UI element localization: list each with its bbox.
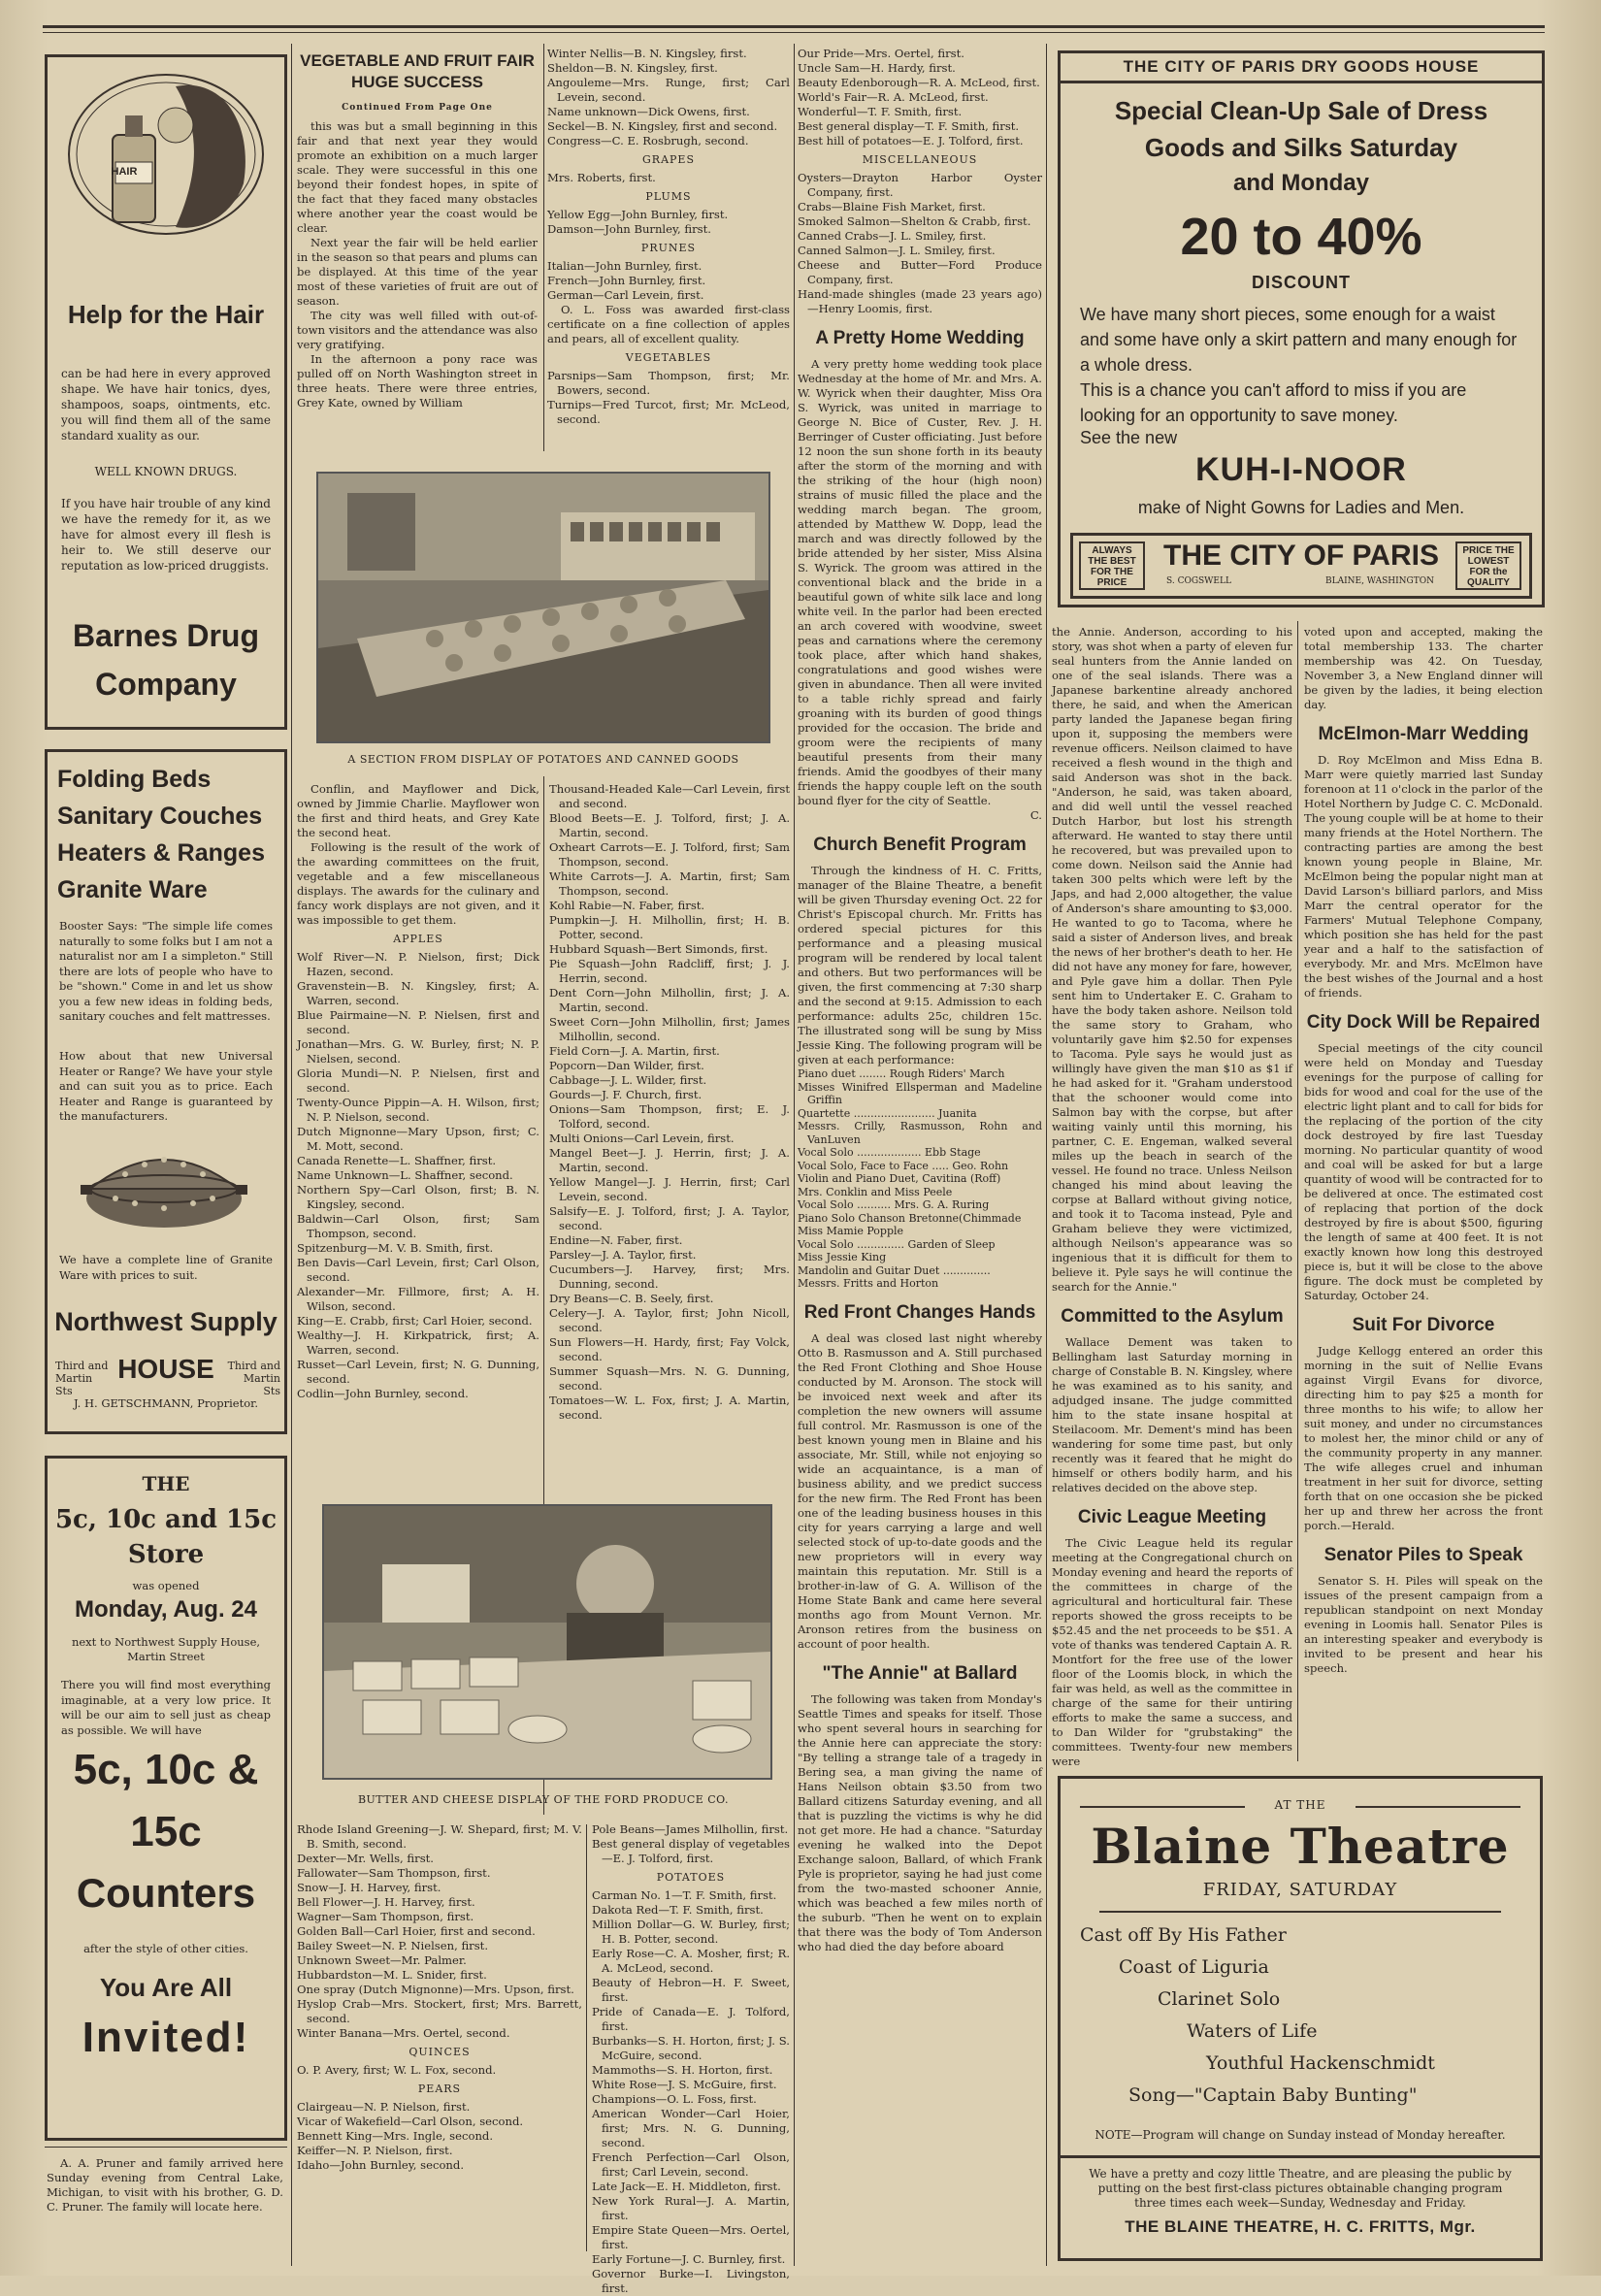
theatre-footer: THE BLAINE THEATRE, H. C. FRITTS, Mgr. [1125, 2217, 1476, 2236]
hair-ad-body: can be had here in every approved shape. We have hair tonics, dyes, shampoos, soaps, ointments, etc. you will find them all of the same standard xuality as our. [61, 367, 271, 443]
award-line: Mrs. Roberts, first. [547, 171, 656, 184]
paris-brand: KUH-I-NOOR [1195, 451, 1407, 488]
store-big-1: 5c, 10c & [73, 1746, 259, 1793]
column-rule [794, 44, 795, 2266]
col5 [1052, 625, 1292, 1768]
civic-title: Civic League Meeting [1077, 1507, 1267, 1527]
award-line: Winter Banana—Mrs. Oertel, second. [297, 2026, 510, 2040]
paris-pct: 20 to 40% [1180, 208, 1422, 266]
award-line: Italian—John Burnley, first. [547, 259, 702, 273]
award-line: Oysters—Drayton Harbor Oyster Company, first. [798, 171, 1042, 199]
supply-line-4: Granite Ware [57, 876, 208, 903]
program-line: Vocal Solo ................... Ebb Stage [798, 1146, 981, 1159]
fair-p1: this was but a small beginning in this fair and that next year they would promote an exhibition on a much larger scale. They were successful in this one beyond their fondest hopes, in spite of the fact that they faced many obstacles where another year the coast would be clear. [297, 119, 538, 235]
award-line: French—John Burnley, first. [547, 274, 706, 287]
paris-body2: This is a chance you can't afford to miss if you are looking for an opportunity to save money. [1080, 380, 1467, 425]
fair-p5: Conflin, and Mayflower and Dick, owned by Jimmie Charlie. Mayflower won the first and third heats, and Grey Kate the second heat. [297, 782, 539, 839]
paris-make: make of Night Gowns for Ladies and Men. [1137, 498, 1465, 517]
award-line: O. P. Avery, first; W. L. Fox, second. [297, 2063, 497, 2077]
award-line: Bailey Sweet—N. P. Nielsen, first. [297, 1939, 489, 1952]
program-line: Messrs. Fritts and Horton [798, 1277, 939, 1290]
hair-ad-title: Help for the Hair [67, 300, 265, 329]
supply-line-2: Sanitary Couches [57, 803, 263, 830]
award-line: Spitzenburg—M. V. B. Smith, first. [297, 1241, 494, 1255]
award-line: Wagner—Sam Thompson, first. [297, 1910, 474, 1923]
top-rule-thin [43, 32, 1545, 33]
butter-caption: BUTTER AND CHEESE DISPLAY OF THE FORD PRODUCE CO. [357, 1793, 730, 1806]
supply-body2: How about that new Universal Heater or Range? We have your style and can suit you as to price. Each Heater and Range is guaranteed by the manufacturers. [59, 1049, 273, 1123]
theatre-name: Blaine Theatre [1091, 1818, 1510, 1875]
store-date: Monday, Aug. 24 [74, 1596, 257, 1623]
program-list [798, 1067, 1042, 1291]
award-line: Dakota Red—T. F. Smith, first. [592, 1903, 764, 1917]
fair-continued: Continued From Page One [342, 103, 493, 113]
award-line: Canned Crabs—J. L. Smiley, first. [798, 229, 987, 243]
award-line: King—E. Crabb, first; Carl Hoier, second. [297, 1314, 533, 1328]
theatre-at-the: AT THE [1274, 1798, 1326, 1812]
award-line: Gloria Mundi—N. P. Nielsen, first and second. [297, 1066, 539, 1095]
theatre-program-item: Waters of Life [1187, 2020, 1318, 2042]
award-line: White Carrots—J. A. Martin, first; Sam Thompson, second. [549, 869, 790, 898]
award-line: Hubbardston—M. L. Snider, first. [297, 1968, 487, 1982]
award-line: Winter Nellis—B. N. Kingsley, first. [547, 47, 747, 60]
col6 [1304, 625, 1543, 1762]
grapes-head: GRAPES [642, 153, 695, 166]
award-line: German—Carl Levein, first. [547, 288, 704, 302]
addr-right: Third and Martin Sts [227, 1360, 280, 1397]
award-line: Dent Corn—John Milhollin, first; J. A. Martin, second. [549, 986, 790, 1014]
program-line: Miss Mamie Popple [798, 1225, 904, 1237]
award-line: Name Unknown—L. Shaffner, second. [297, 1168, 513, 1182]
theatre-body: We have a pretty and cozy little Theatre, and are pleasing the public by putting on the best first-class pictures obtainable changing program three times each week—Sunday, Wednesday and Friday. [1089, 2167, 1512, 2210]
program-line: Violin and Piano Duet, Cavitina (Roff) [798, 1172, 1001, 1185]
wedding-text: A very pretty home wedding took place Wednesday at the home of Mr. and Mrs. A. W. Wyrick when their daughter, Miss Ora S. Wyrick, was united in marriage to George N. Bice of Custer, Rev. J. H. Berringer of Custer officiating. Just before 12 noon the sun shone forth in its beauty after the storm of the morning and with the striking of the hour (high noon) strains of music filled the place and the wedding march began. The groom, attended by Matthew W. Dopp, lead the march and was directly followed by the bride attended by her sister, Miss Alsina S. Wyrick. The groom was attired in the conventional black and the bride in a beautiful gown of white silk lace and long white veil. In the parlor had been erected an arch covered with woodvine, sweet peas and carnations where the ceremony took place, after which hand shakes, congratulations and good wishes were given in abundance. Then all were invited to a table richly spread and fairly groaning with its burden of good things provided for the occasion. The bride and groom were the recipients of many beautiful presents from their many friends. Amid the goodbyes of their many friends the happy couple left on the south bound flyer for the city of Seattle. [798, 357, 1042, 807]
annie-title: "The Annie" at Ballard [822, 1662, 1018, 1684]
program-line: Mandolin and Guitar Duet .............. [798, 1263, 991, 1277]
quinces-head: QUINCES [408, 2046, 471, 2058]
award-line: Crabs—Blaine Fish Market, first. [798, 200, 986, 213]
paris-right-box: PRICE THE LOWEST FOR the QUALITY [1455, 541, 1521, 590]
award-line: Endine—N. Faber, first. [549, 1233, 683, 1247]
store-ad [45, 1456, 287, 2141]
award-line: Clairgeau—N. P. Nielson, first. [297, 2100, 471, 2114]
store-the: THE [142, 1472, 190, 1495]
award-line: Sweet Corn—John Milhollin, first; James Milhollin, second. [549, 1015, 790, 1043]
award-line: Codlin—John Burnley, second. [297, 1387, 469, 1400]
pruner-notice [47, 2156, 283, 2253]
fair-col-e-list [297, 1822, 582, 2041]
award-line: Popcorn—Dan Wilder, first. [549, 1059, 704, 1072]
paris-see: See the new [1080, 428, 1178, 447]
theatre-days: FRIDAY, SATURDAY [1202, 1880, 1398, 1900]
store-l2: Store [127, 1540, 205, 1569]
award-line: Summer Squash—Mrs. N. G. Dunning, second. [549, 1364, 790, 1393]
fair-col-e [297, 1822, 582, 2255]
veg-head: VEGETABLES [625, 351, 712, 364]
program-line: Mrs. Conklin and Miss Peele [798, 1185, 953, 1198]
award-line: Vicar of Wakefield—Carl Olson, second. [297, 2115, 524, 2128]
redfront-text: A deal was closed last night whereby Otto B. Rasmusson and A. Still purchased the Red Front Clothing and Shoe House conducted by M. Aronson. The stock will be invoiced next week and after its completion the new owners will assume full control. Mr. Rasmusson is one of the best known young men in Blaine and his associate, Mr. Still, while not enjoying so wide an acquaintance, is a man of business ability, and we predict success for the new firm. The Red Front has been one of the leading business houses in this city for years carrying a large and well selected stock of up-to-date goods and the new proprietors will in every way maintain this reputation. Mr. Still is a brother-in-law of G. A. Willison of the Home State Bank and came here several months ago from Mount Vernon. Mr. Aronson retires from the business on account of poor health. [798, 1330, 1042, 1651]
supply-ad [45, 749, 287, 1434]
addr-left: Third and Martin Sts [55, 1360, 109, 1397]
award-line: Bennett King—Mrs. Ingle, second. [297, 2129, 494, 2143]
dock-title: City Dock Will be Repaired [1306, 1012, 1541, 1033]
paris-body: We have many short pieces, some enough for a waist and some have only a skirt pattern and many enough for a whole dress. [1080, 305, 1518, 375]
piles-text: Senator S. H. Piles will speak on the issues of the present campaign from a republican standpoint on next Monday evening in Loomis hall. Senator Piles is an interesting speaker and everybody is invited to be present and hear his speech. [1304, 1574, 1543, 1675]
store-l1: 5c, 10c and 15c [54, 1505, 278, 1534]
fair-p3: The city was well filled with out-of-town visitors and the attendance was also very gratifying. [297, 309, 538, 351]
wedding-title: A Pretty Home Wedding [815, 328, 1025, 348]
theatre-rule-l [1080, 1806, 1245, 1808]
award-line: Russet—Carl Levein, first; N. G. Dunning, second. [297, 1358, 539, 1386]
paris-footer [1070, 533, 1532, 599]
award-line: Late Jack—E. H. Middleton, first. [592, 2180, 781, 2193]
award-line: Multi Onions—Carl Levein, first. [549, 1132, 735, 1145]
apples-list [297, 950, 539, 1401]
apples-head: APPLES [393, 933, 443, 945]
award-line: Alexander—Mr. Fillmore, first; A. H. Wilson, second. [297, 1285, 539, 1313]
program-line: Vocal Solo, Face to Face ..... Geo. Rohn [798, 1159, 1009, 1172]
church-text: Through the kindness of H. C. Fritts, manager of the Blaine Theatre, a benefit will be given Thursday evening Oct. 22 for Christ's Episcopal church. Mr. Fritts has ordered special pictures for this performance and a pleasing musical program will be rendered by local talent and others. But two performances will be given, the first commencing at 7:30 sharp and the second at 9:15. Admission to each performance: adults 25c, children 15c. The illustrated song will be sung by Miss Jessie King. The following program will be given at each performance: [798, 864, 1042, 1066]
fair-col-f [592, 1822, 790, 2295]
award-line: Pie Squash—John Radcliff, first; J. J. Herrin, second. [549, 957, 790, 985]
award-line: French Perfection—Carl Olson, first; Carl Levein, second. [592, 2150, 790, 2179]
prunes-head: PRUNES [640, 242, 697, 254]
store-big-2: 15c [130, 1808, 202, 1855]
award-line: Pole Beans—James Milhollin, first. [592, 1822, 789, 1836]
award-line: Idaho—John Burnley, second. [297, 2158, 465, 2172]
award-line: Hyslop Crab—Mrs. Stockert, first; Mrs. Barrett, second. [297, 1997, 582, 2025]
award-line: Twenty-Ounce Pippin—A. H. Wilson, first; N. P. Nielson, second. [297, 1096, 539, 1124]
col4-top-list [798, 47, 1042, 148]
store-opened: was opened [132, 1579, 200, 1592]
award-line: Million Dollar—G. W. Burley, first; H. B. Potter, second. [592, 1918, 790, 1946]
award-line: Mangel Beet—J. J. Herrin, first; J. A. Martin, second. [549, 1146, 790, 1174]
misc-list [798, 171, 1042, 316]
col4 [798, 47, 1042, 2269]
store-invite-2: Invited! [82, 2014, 250, 2061]
divorce-text: Judge Kellogg entered an order this morning in the suit of Nellie Evans against Virgil Evans for divorce, directing him to pay $25 a month for three months to his wife; to allow her suit money, and under no circumstances to molest her, the minor child or any of the community property in any manner. The wife alleges cruel and inhuman treatment in her suit for divorce, setting forth that on one occasion she be picked her up and threw her across the front porch.—Herald. [1304, 1344, 1543, 1532]
paris-h2: Goods and Silks Saturday [1144, 133, 1458, 162]
award-line: Sheldon—B. N. Kingsley, first. [547, 61, 718, 75]
award-line: Gourds—J. F. Church, first. [549, 1088, 702, 1101]
program-line: Quartette ........................ Juanita [798, 1106, 977, 1120]
award-line: Uncle Sam—H. Hardy, first. [798, 61, 956, 75]
award-line: American Wonder—Carl Hoier, first; Mrs. N. G. Dunning, second. [592, 2107, 790, 2149]
fair-col-f-list [592, 1822, 790, 1866]
award-line: One spray (Dutch Mignonne)—Mrs. Upson, first. [297, 1983, 574, 1996]
paris-left-box: ALWAYS THE BEST FOR THE PRICE [1079, 541, 1145, 590]
column-rule [1297, 621, 1298, 1761]
supply-line-3: Heaters & Ranges [57, 839, 265, 867]
fair-p6: Following is the result of the work of the awarding committees on the fruit, vegetable and a few miscellaneous displays. The awards for the culinary and fancy work displays are not given, and it was impossible to get them. [297, 840, 539, 927]
store-next: next to Northwest Supply House, Martin Street [71, 1635, 261, 1663]
award-line: Celery—J. A. Taylor, first; John Nicoll, second. [549, 1306, 790, 1334]
award-line: Canada Renette—L. Shaffner, first. [297, 1154, 497, 1167]
potatoes-photo [316, 472, 770, 743]
award-line: Unknown Sweet—Mr. Palmer. [297, 1953, 467, 1967]
award-line: Best general display—T. F. Smith, first. [798, 119, 1020, 133]
fair-col-a [297, 47, 538, 454]
theatre-note: NOTE—Program will change on Sunday instead of Monday hereafter. [1095, 2128, 1506, 2142]
paris-header: THE CITY OF PARIS DRY GOODS HOUSE [1061, 53, 1542, 83]
award-line: Blood Beets—E. J. Tolford, first; J. A. Martin, second. [549, 811, 790, 839]
hair-illustration [59, 67, 273, 242]
asylum-text: Wallace Dement was taken to Bellingham last Saturday morning in charge of Constable B. N. Kingsley, where he was examined as to his sanity, and adjudged insane. The judge committed him to the state insane hospital at Steilacoom. Mr. Dement's mind has been wandering for some time past, but only recently was it feared that he might do himself or others bodily harm, and his relatives decided on the above step. [1052, 1335, 1292, 1494]
theatre-program-item: Youthful Hackenschmidt [1206, 2052, 1435, 2074]
mcelmon-text: D. Roy McElmon and Miss Edna B. Marr were quietly married last Sunday forenoon at 11 o'clock in the parlor of the Hotel Northern by Judge C. C. McDonald. The young couple will be at home to their many friends at the Hotel Northern. The contracting parties are among the best known young people in Blaine, Mr. McElmon being the popular night man at David Larson's billiard parlors, and Miss Marr the central operator for the Farmers' Mutual Telephone Company, which position she has held for the past year and a half to the satisfaction of everybody. Mr. and Mrs. McElmon have the best wishes of the Journal and a host of friends. [1304, 753, 1543, 1000]
award-line: Baldwin—Carl Olson, first; Sam Thompson, second. [297, 1212, 539, 1240]
award-line: Oxheart Carrots—E. J. Tolford, first; Sam Thompson, second. [549, 840, 790, 869]
award-line: Fallowater—Sam Thompson, first. [297, 1866, 491, 1880]
program-line: Vocal Solo .............. Garden of Sleep [798, 1237, 996, 1251]
award-line: Jonathan—Mrs. G. W. Burley, first; N. P. Nielsen, second. [297, 1037, 539, 1066]
award-line: Thousand-Headed Kale—Carl Levein, first and second. [549, 782, 790, 810]
fair-title: VEGETABLE AND FRUIT FAIR HUGE SUCCESS [300, 51, 535, 91]
pears-list [297, 2100, 582, 2173]
store-body: There you will find most everything imaginable, at a very low price. It will be our aim to sell just as cheap as possible. We will have [61, 1678, 271, 1737]
column-rule [1046, 44, 1047, 2266]
fair-p2: Next year the fair will be held earlier in the season so that pears and plums can be displayed. At this time of the year most of these varieties of fruit are out of season. [297, 236, 538, 308]
church-title: Church Benefit Program [813, 835, 1027, 855]
award-line: Cucumbers—J. Harvey, first; Mrs. Dunning, second. [549, 1263, 790, 1291]
theatre-program-item: Cast off By His Father [1080, 1924, 1287, 1946]
award-line: Governor Burke—I. Livingston, first. [592, 2267, 790, 2295]
award-line: Wolf River—N. P. Nielson, first; Dick Hazen, second. [297, 950, 539, 978]
grapes-list [547, 171, 790, 185]
potatoes-list [592, 1888, 790, 2296]
annie-continued: the Annie. Anderson, according to his story, was shot when a party of eleven fur seal hunters from the Annie landed on one of the seal islands. There was a Japanese barkentine already anchored there, he said, and when the American party landed the Japanese began firing upon it, supposing the members were revenue officers. Neilson claimed to have received a flesh wound in the thigh and said Anderson was shot in the back. "Anderson, he said, was taken aboard, and did well until the vessel reached Dutch Harbor, but lost his strength afterward. He wanted to stay there until he recovered, but was prevailed upon to come down. Neilson said the Annie had taken 300 pelts which were left by the Japs, and had 2,000 altogether, the value of Anderson's share amounting to $3,000. He wanted to go to Tacoma, where he said a sister of Anderson lives, and break the news of her brother's death to her. He did not have any money for fare, however, and Pyle gave him a dollar. Then Pyle sent him to Undertaker E. C. Graham to have the body taken ashore. Neilson told the same story to Graham, who voluntarily gave him $2.50 for expenses to Tacoma. Pyle says he would just as willingly have given the man $10 as $1 if he had asked for it. "Graham understood that the schooner would come into Salmon bay with the corpse, but after waiting vainly until this morning, his partner, C. E. Engeman, walked several miles up the beach in search of the vessel. He found no trace. Unless Neilson changed his mind about leaving the corpse at Ballard without giving notice, and took it to Tacoma instead, Pyle and Graham believe they were victimized, although Neilson's appearance was so ingenious that it is difficult for them to believe it. Pyle says he will continue the search for the Annie." [1052, 625, 1292, 1294]
potatoes-caption: A SECTION FROM DISPLAY OF POTATOES AND CANNED GOODS [347, 753, 739, 766]
award-line: Tomatoes—W. L. Fox, first; J. A. Martin, second. [549, 1394, 790, 1422]
theatre-rule-low [1061, 2155, 1540, 2158]
hair-ad [45, 54, 287, 730]
award-line: Kohl Rabie—N. Faber, first. [549, 899, 705, 912]
award-line: Parsley—J. A. Taylor, first. [549, 1248, 697, 1262]
award-line: Wealthy—J. H. Kirkpatrick, first; A. Warren, second. [297, 1328, 539, 1357]
award-line: Sun Flowers—H. Hardy, first; Fay Volck, second. [549, 1335, 790, 1363]
award-line: Wonderful—T. F. Smith, first. [798, 105, 963, 118]
award-line: Dutch Mignonne—Mary Upson, first; C. M. Mott, second. [297, 1125, 539, 1153]
paris-place: BLAINE, WASHINGTON [1325, 576, 1435, 586]
store-invite-1: You Are All [99, 1973, 233, 2002]
asylum-title: Committed to the Asylum [1061, 1306, 1284, 1327]
fair-col-b [547, 47, 790, 454]
award-line: Bell Flower—J. H. Harvey, first. [297, 1895, 475, 1909]
award-line: Best hill of potatoes—E. J. Tolford, first. [798, 134, 1024, 148]
foss-text: O. L. Foss was awarded first-class certificate on a fine collection of apples and pears, all of excellent quality. [547, 303, 790, 345]
award-line: Beauty of Hebron—H. F. Sweet, first. [592, 1976, 790, 2004]
award-line: Name unknown—Dick Owens, first. [547, 105, 750, 118]
award-line: Ben Davis—Carl Levein, first; Carl Olson, second. [297, 1256, 539, 1284]
award-line: Pride of Canada—E. J. Tolford, first. [592, 2005, 790, 2033]
annie-text: The following was taken from Monday's Seattle Times and speaks for itself. Those who spent several hours in searching for the Annie here can appreciate the story: "By telling a strange tale of a tragedy in Bering sea, a man giving the name of Hans Neilson obtain $3.50 from two Ballard citizens Saturday evening, and all that is puzzling the victims is why he did not get more. He had a chance. "Saturday evening he walked into the Depot Exchange saloon, Ballard, of which Frank Pyle is proprietor, saying he had just come from the two-masted schooner Annie, which was beached a few miles north of the suburb. "Then he went on to explain that there was the body of Tom Anderson who had died the day before aboard [798, 1691, 1042, 1953]
supply-line-1: Folding Beds [57, 766, 212, 793]
award-line: Cabbage—J. L. Wilder, first. [549, 1073, 707, 1087]
award-line: Hubbard Squash—Bert Simonds, first. [549, 942, 768, 956]
pruner-text: A. A. Pruner and family arrived here Sunday evening from Central Lake, Michigan, to visit with his brother, G. D. C. Pruner. The family will locate here. [47, 2156, 283, 2214]
granite-text: We have a complete line of Granite Ware with prices to suit. [59, 1253, 273, 1282]
award-line: Keiffer—N. P. Nielson, first. [297, 2144, 453, 2157]
award-line: Our Pride—Mrs. Oertel, first. [798, 47, 964, 60]
award-line: Rhode Island Greening—J. W. Shepard, first; M. V. B. Smith, second. [297, 1822, 582, 1851]
roaster-illustration [77, 1131, 251, 1237]
fair-col-b-list [547, 47, 790, 148]
theatre-program-item: Song—"Captain Baby Bunting" [1128, 2084, 1418, 2106]
paris-owner: S. COGSWELL [1166, 576, 1231, 586]
award-line: Mammoths—S. H. Horton, first. [592, 2063, 773, 2077]
award-line: Field Corn—J. A. Martin, first. [549, 1044, 720, 1058]
award-line: Congress—C. E. Rosbrugh, second. [547, 134, 749, 148]
fair-col-d-list [549, 782, 790, 1423]
pears-head: PEARS [417, 2083, 462, 2095]
column-rule [586, 1824, 587, 2251]
redfront-title: Red Front Changes Hands [803, 1301, 1036, 1323]
award-line: Yellow Mangel—J. J. Herrin, first; Carl Levein, second. [549, 1175, 790, 1203]
award-line: New York Rural—J. A. Martin, first. [592, 2194, 790, 2222]
program-line: Piano duet ........ Rough Riders' March [798, 1067, 1005, 1080]
paris-h3: and Monday [1232, 170, 1369, 196]
theatre-rule-mid [1099, 1911, 1501, 1913]
program-line: Miss Jessie King [798, 1251, 887, 1263]
prunes-list [547, 259, 790, 303]
house-label: HOUSE [117, 1354, 214, 1384]
top-rule [43, 25, 1545, 28]
award-line: Snow—J. H. Harvey, first. [297, 1881, 441, 1894]
award-line: Smoked Salmon—Shelton & Crabb, first. [798, 214, 1031, 228]
butter-photo [322, 1504, 772, 1780]
paris-ad [1058, 50, 1545, 607]
piles-title: Senator Piles to Speak [1323, 1545, 1523, 1565]
award-line: Blue Pairmaine—N. P. Nielsen, first and second. [297, 1008, 539, 1036]
program-line: Vocal Solo .......... Mrs. G. A. Ruring [798, 1198, 990, 1211]
theatre-items [1061, 1924, 1540, 2118]
pruner-rule [45, 2147, 287, 2148]
award-line: Damson—John Burnley, first. [547, 222, 711, 236]
program-line: Misses Winifred Ellsperman and Madeline Griffin [798, 1080, 1042, 1106]
award-line: Hand-made shingles (made 23 years ago)—Henry Loomis, first. [798, 287, 1042, 315]
award-line: Yellow Egg—John Burnley, first. [547, 208, 729, 221]
award-line: Early Fortune—J. C. Burnley, first. [592, 2252, 786, 2266]
paris-h1: Special Clean-Up Sale of Dress [1114, 96, 1488, 125]
barnes-brand-1: Barnes Drug [72, 618, 260, 653]
column-rule [543, 44, 544, 451]
barnes-brand-2: Company [95, 667, 237, 702]
wedding-sig: C. [1029, 808, 1042, 822]
award-line: Carman No. 1—T. F. Smith, first. [592, 1888, 777, 1902]
program-line: Piano Solo Chanson Bretonne(Chimmade [798, 1211, 1022, 1225]
store-big-3: Counters [76, 1870, 256, 1916]
plums-head: PLUMS [645, 190, 692, 203]
award-line: Pumpkin—J. H. Milhollin, first; H. B. Potter, second. [549, 913, 790, 941]
award-line: Dry Beans—C. B. Seely, first. [549, 1292, 714, 1305]
fair-p4: In the afternoon a pony race was pulled off on North Washington street in three heats. There were three entries, Grey Kate, owned by William [297, 352, 538, 410]
award-line: Gravenstein—B. N. Kingsley, first; A. Warren, second. [297, 979, 539, 1007]
hair-ad-sub: WELL KNOWN DRUGS. [94, 465, 238, 478]
award-line: Empire State Queen—Mrs. Oertel, first. [592, 2223, 790, 2251]
paris-discount: DISCOUNT [1252, 273, 1351, 292]
award-line: Champions—O. L. Foss, first. [592, 2092, 757, 2106]
award-line: Best general display of vegetables—E. J. Tolford, first. [592, 1837, 790, 1865]
award-line: Parsnips—Sam Thompson, first; Mr. Bowers, second. [547, 369, 790, 397]
theatre-rule-r [1356, 1806, 1520, 1808]
award-line: World's Fair—R. A. McLeod, first. [798, 90, 989, 104]
award-line: Onions—Sam Thompson, first; E. J. Tolford, second. [549, 1102, 790, 1131]
award-line: Northern Spy—Carl Olson, first; B. N. Kingsley, second. [297, 1183, 539, 1211]
divorce-title: Suit For Divorce [1352, 1315, 1495, 1335]
award-line: Burbanks—S. H. Horton, first; J. S. McGuire, second. [592, 2034, 790, 2062]
civic-continued: voted upon and accepted, making the total membership 133. The charter membership was 42. On Tuesday, November 3, a New England dinner will be given by the ladies, it being election day. [1304, 625, 1543, 711]
theatre-ad [1058, 1776, 1543, 2261]
award-line: Salsify—E. J. Tolford, first; J. A. Taylor, second. [549, 1204, 790, 1232]
quinces-list [297, 2063, 582, 2078]
supply-body: Booster Says: "The simple life comes naturally to some folks but I am not a naturalist nor am I a simpleton." Still there are lots of people who have to be "shown." Come in and let us show you a few new ideas in folding beds, sanitary couches and felt mattresses. [59, 919, 273, 1023]
mcelmon-title: McElmon-Marr Wedding [1318, 724, 1529, 744]
hair-ad-body2: If you have hair trouble of any kind we have the remedy for it, as we have for almost every ill flesh is heir to. We still deserve our reputation as low-priced druggists. [61, 497, 271, 573]
store-after: after the style of other cities. [83, 1942, 248, 1955]
award-line: Early Rose—C. A. Mosher, first; R. A. McLeod, second. [592, 1947, 790, 1975]
bottle-label: HAIR [111, 166, 138, 178]
veg-list [547, 369, 790, 427]
award-line: White Rose—J. S. McGuire, first. [592, 2078, 777, 2091]
program-line: Messrs. Crilly, Rasmusson, Rohn and VanLuven [798, 1120, 1042, 1146]
award-line: Dexter—Mr. Wells, first. [297, 1852, 434, 1865]
theatre-program-item: Coast of Liguria [1119, 1956, 1269, 1978]
award-line: Beauty Edenborough—R. A. McLeod, first. [798, 76, 1040, 89]
northwest-brand: Northwest Supply [54, 1307, 278, 1336]
theatre-program-item: Clarinet Solo [1158, 1988, 1281, 2010]
dock-text: Special meetings of the city council were held on Monday and Tuesday evenings for the purpose of calling for bids for wood and coal for the use of the electric light plant and to call for bids for the replacing of the portion of the city dock destroyed by fire last Tuesday morning. No particular quantity of wood and coal will be asked for but a large quantity of wood will be contracted for to be delivered at once. The estimated cost of replacing that portion of the dock destroyed by fire is about $500, figuring the length of same at 400 feet. It is not exactly known how long this destroyed piece is, but it will be close to the above figure. The dock must be completed by Saturday, October 24. [1304, 1041, 1543, 1302]
award-line: Seckel—B. N. Kingsley, first and second. [547, 119, 778, 133]
paris-store: THE CITY OF PARIS [1163, 540, 1439, 572]
plums-list [547, 208, 790, 237]
award-line: Canned Salmon—J. L. Smiley, first. [798, 244, 996, 257]
award-line: Cheese and Butter—Ford Produce Company, first. [798, 258, 1042, 286]
column-rule [291, 44, 292, 2266]
award-line: Golden Ball—Carl Hoier, first and second. [297, 1924, 536, 1938]
potatoes-head: POTATOES [656, 1871, 726, 1884]
civic-text: The Civic League held its regular meeting at the Congregational church on Monday evening and heard the reports of the committees in charge of the agricultural and horticultural fair. These reports showed the gross receipts to be $52.45 and the net proceeds to be $51. A vote of thanks was tendered Captain A. R. Montfort for the free use of the lower floor of the Loomis block, in which the fair was held, as well as the committee in charge of the same for their untiring efforts to make the same a success, and to Dan Wilder for "grubstaking" the committees. Twenty-four new members were [1052, 1536, 1292, 1768]
award-line: Angouleme—Mrs. Runge, first; Carl Levein, second. [547, 76, 790, 104]
proprietor: J. H. GETSCHMANN, Proprietor. [73, 1396, 259, 1410]
misc-head: MISCELLANEOUS [862, 153, 978, 166]
award-line: Turnips—Fred Turcot, first; Mr. McLeod, second. [547, 398, 790, 426]
